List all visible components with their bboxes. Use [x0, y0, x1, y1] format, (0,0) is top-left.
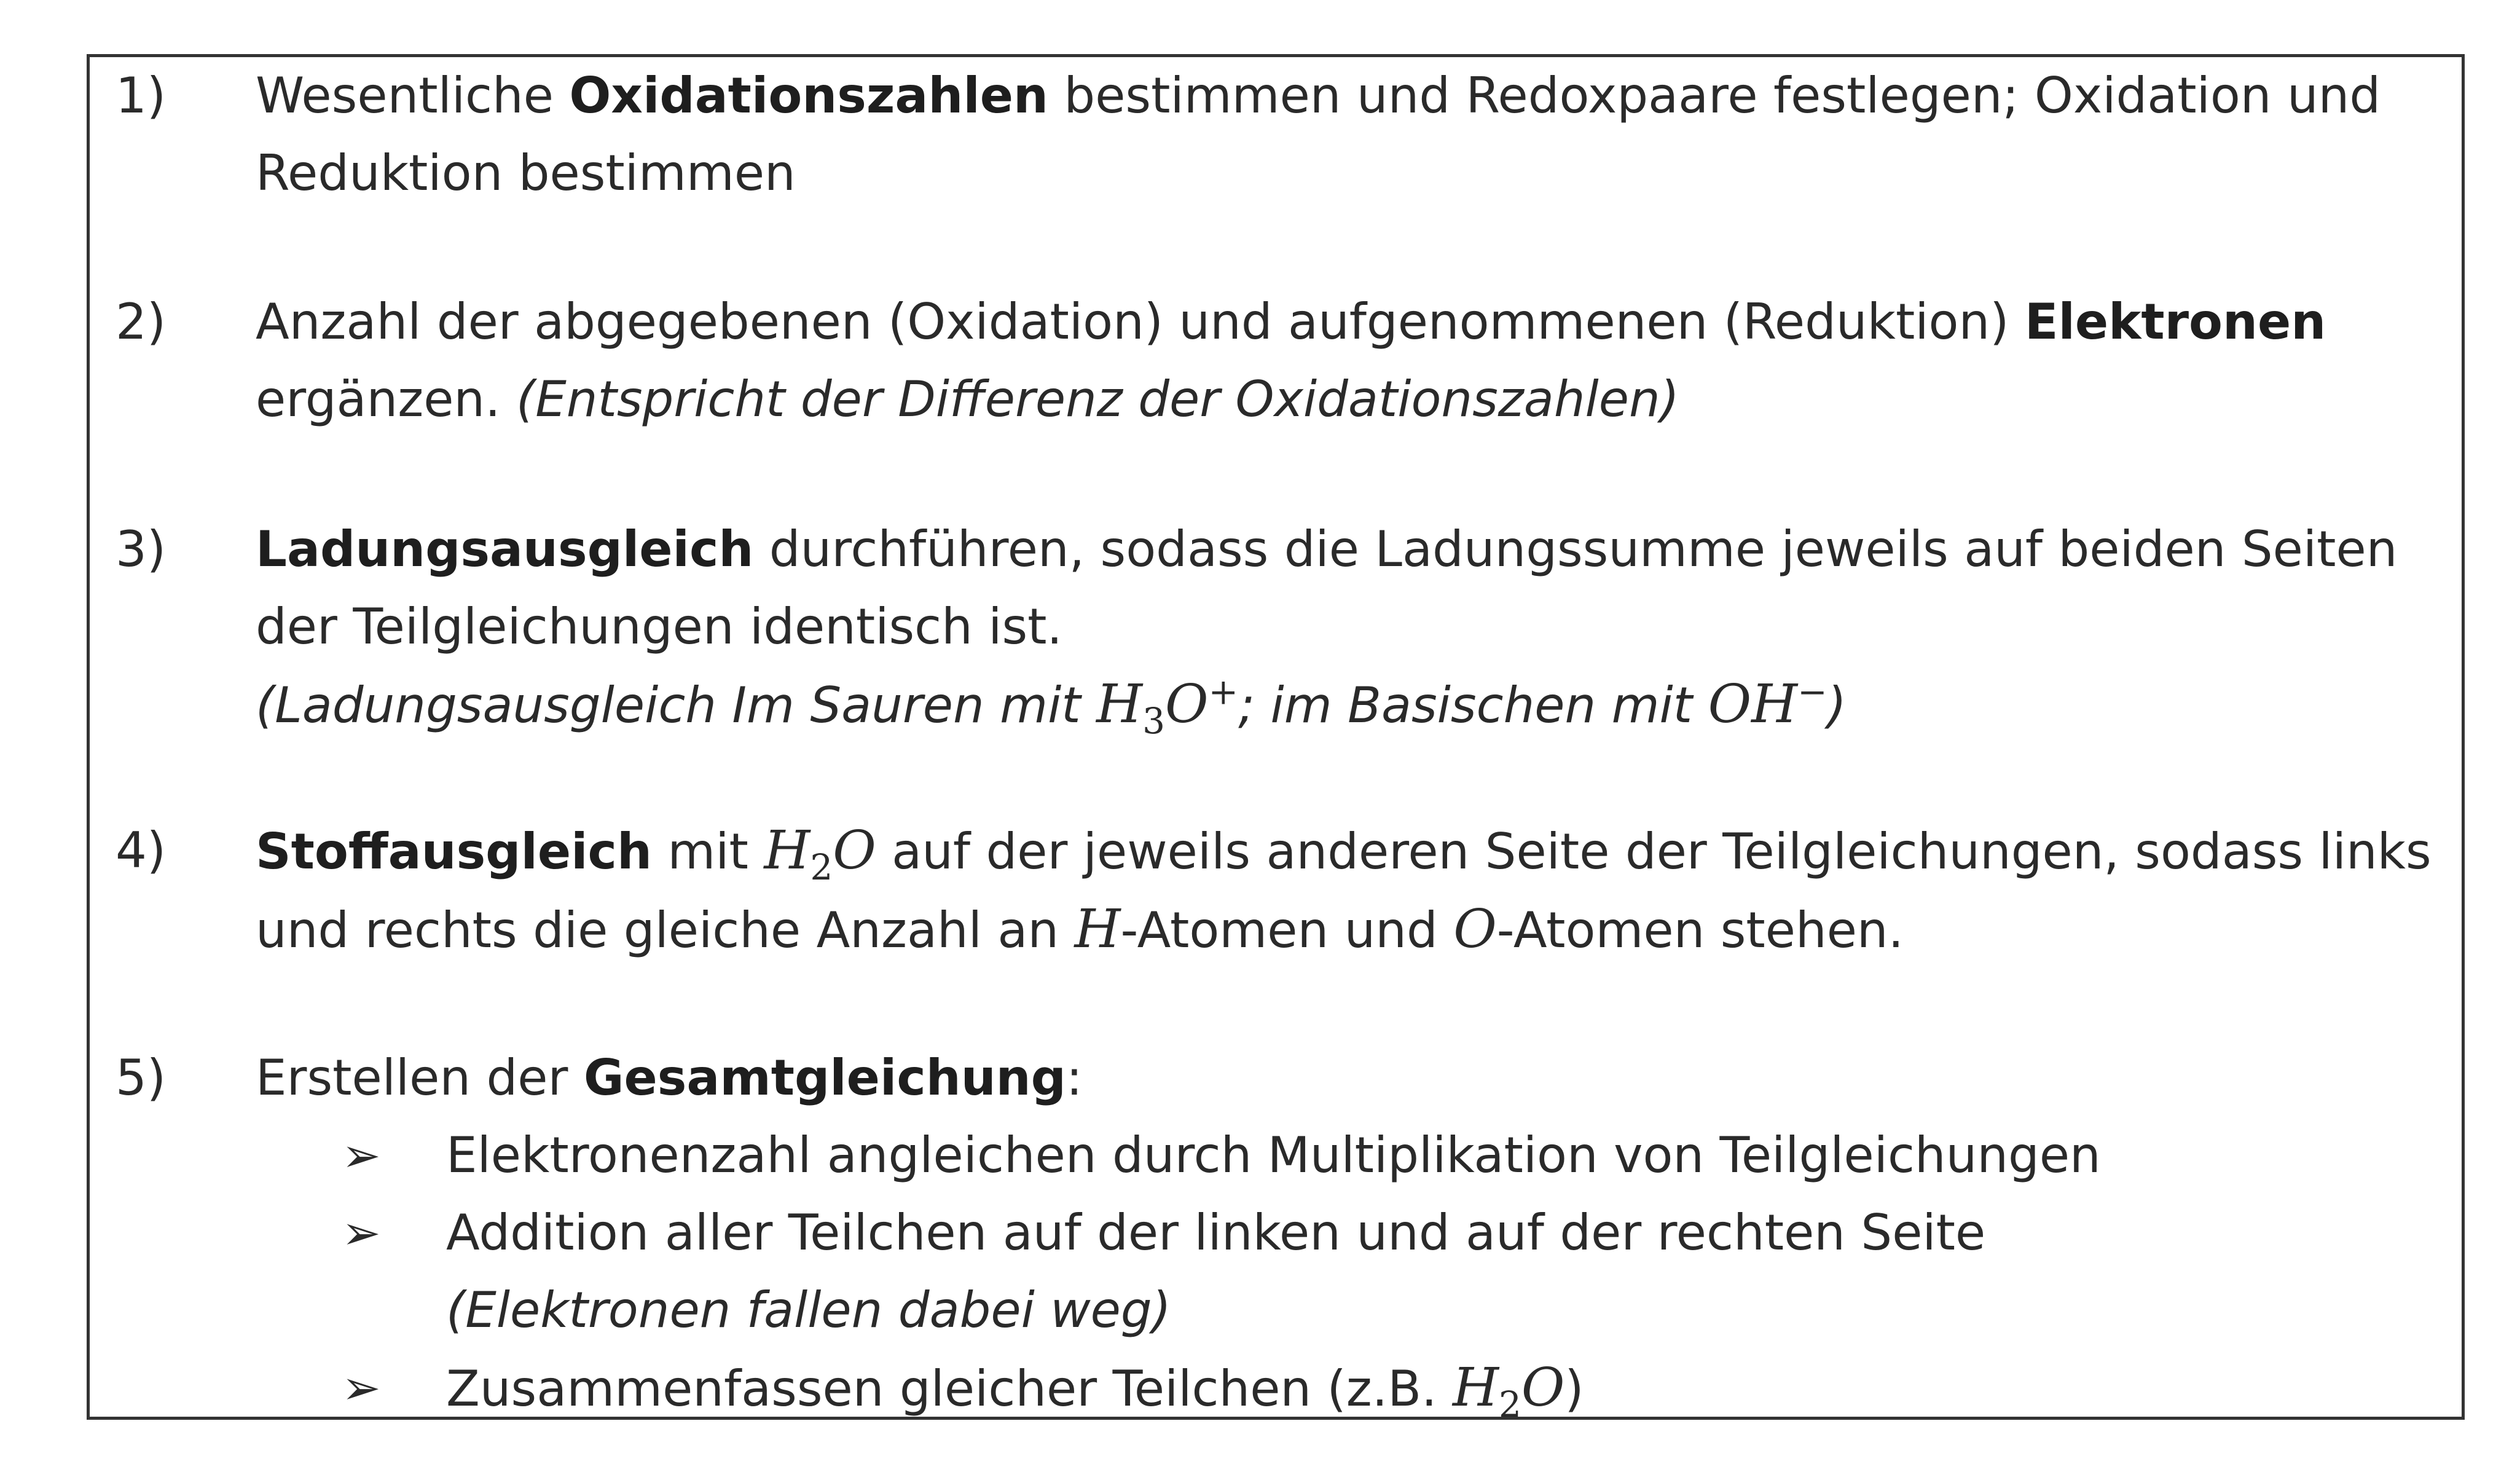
step-line: und rechts die gleiche Anzahl an H-Atomen und O-Atomen stehen.	[256, 899, 1904, 960]
note-italic: (Entspricht der Differenz der Oxidationszahlen)	[516, 371, 1679, 428]
step-line: Reduktion bestimmen	[256, 144, 796, 202]
step-line: Ladungsausgleich durchführen, sodass die Ladungssumme jeweils auf beiden Seiten	[256, 521, 2398, 578]
formula-o: O	[1453, 899, 1497, 960]
step-text	[256, 1039, 2425, 1117]
step-line: ergänzen. (Entspricht der Differenz der Oxidationszahlen)	[256, 371, 1679, 428]
keyword-elektronen: Elektronen	[2024, 293, 2326, 350]
formula-oh: OH−	[1708, 671, 1827, 735]
step-number: 2)	[116, 293, 167, 350]
arrow-bullet-icon: ➢	[342, 1128, 381, 1183]
step-line: Stoffausgleich mit $H_2O$ auf der jeweils anderen Seite der Teilgleichungen, sodass links	[256, 820, 2432, 889]
formula-h2o: $H_2O$	[764, 820, 876, 889]
steps-box	[87, 54, 2465, 1426]
keyword-stoffausgleich: Stoffausgleich	[256, 823, 652, 880]
keyword-ladungsausgleich: Ladungsausgleich	[256, 521, 754, 578]
step-text	[256, 511, 2425, 744]
bullet-item: ➢ Elektronenzahl angleichen durch Multiplikation von Teilgleichungen	[256, 1117, 2425, 1194]
keyword-gesamtgleichung: Gesamtgleichung	[583, 1049, 1066, 1106]
step-number: 5)	[116, 1049, 167, 1106]
step-number: 1)	[116, 67, 167, 124]
keyword-oxidationszahlen: Oxidationszahlen	[569, 67, 1048, 124]
step-text	[256, 57, 2425, 212]
step-line: Erstellen der Gesamtgleichung:	[256, 1049, 1083, 1106]
bullet-list	[256, 1117, 2425, 1428]
step-number: 3)	[116, 521, 167, 578]
formula-h: H	[1074, 899, 1121, 960]
step-text	[256, 283, 2425, 438]
step-line: Anzahl der abgegebenen (Oxidation) und aufgenommenen (Reduktion) Elektronen	[256, 293, 2326, 350]
step-line: (Ladungsausgleich Im Sauren mit $H_3O^+$; im Basischen mit OH−)	[256, 671, 1847, 742]
formula-h3o: $H_3O^+$	[1096, 671, 1239, 742]
step-line: der Teilgleichungen identisch ist.	[256, 598, 1062, 655]
bullet-item: ➢ Addition aller Teilchen auf der linken und auf der rechten Seite	[256, 1194, 2425, 1272]
bullet-continuation	[256, 1272, 2425, 1349]
formula-h2o: $H_2O$	[1452, 1357, 1565, 1426]
bullet-item: ➢ Zusammenfassen gleicher Teilchen (z.B. $H_2O$)	[256, 1349, 2425, 1428]
arrow-bullet-icon: ➢	[342, 1205, 381, 1260]
step-text	[256, 812, 2432, 969]
note-italic: (Elektronen fallen dabei weg)	[446, 1281, 1171, 1339]
step-number: 4)	[116, 822, 167, 879]
step-line: Wesentliche Oxidationszahlen bestimmen und Redoxpaare festlegen; Oxidation und	[256, 67, 2381, 124]
arrow-bullet-icon: ➢	[342, 1360, 381, 1415]
